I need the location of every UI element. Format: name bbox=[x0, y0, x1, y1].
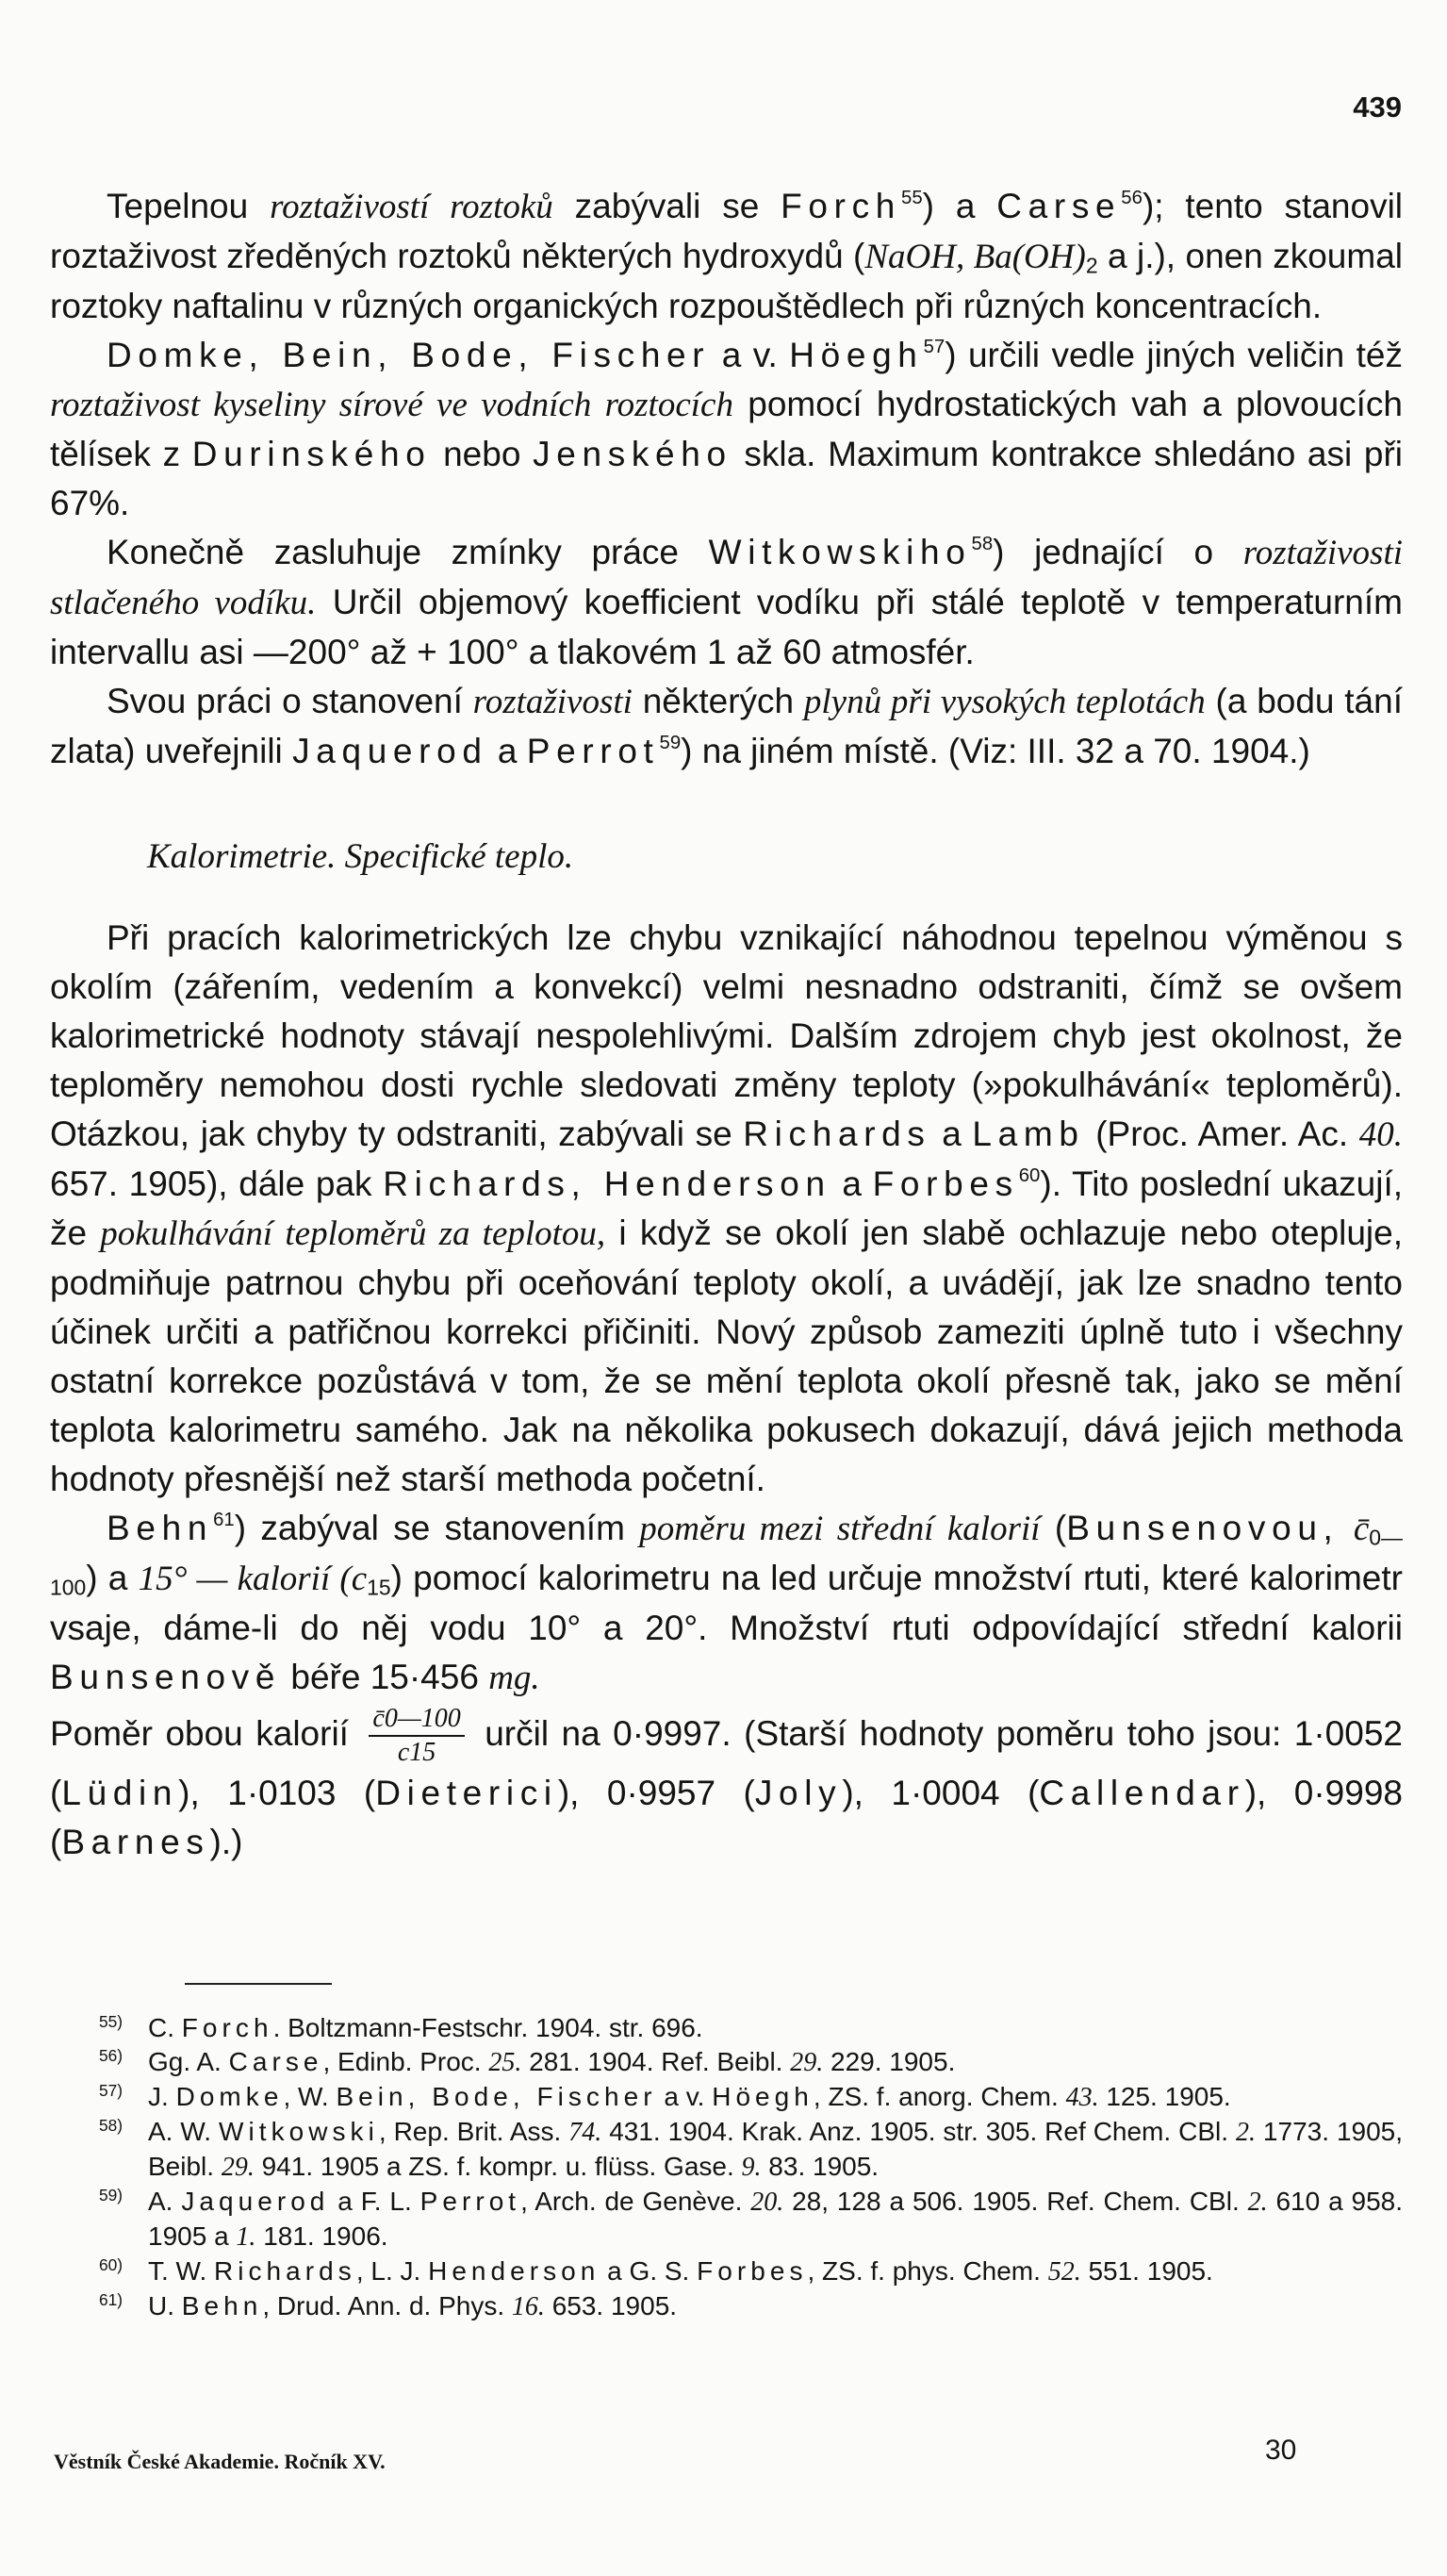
paragraph bbox=[50, 182, 1403, 331]
author-name: Forch bbox=[181, 2013, 273, 2042]
text-run: 610 a 958. 1905 a bbox=[148, 2187, 1404, 2251]
italic-term: poměru mezi střední kalorií bbox=[639, 1510, 1041, 1548]
text-run: ), 0·9957 ( bbox=[557, 1774, 755, 1812]
italic-term: 20. bbox=[750, 2188, 784, 2217]
text-run: a v. bbox=[710, 336, 790, 374]
footnote-ref: 58 bbox=[971, 533, 994, 554]
author-name: Lamb bbox=[972, 1115, 1085, 1153]
author-name: Richards bbox=[214, 2256, 356, 2286]
author-name: Behn bbox=[107, 1509, 214, 1547]
text-run: (a bodu tání zlata) uveřejnili bbox=[50, 682, 1403, 770]
text-run: , W. bbox=[283, 2082, 337, 2111]
signature-number: 30 bbox=[1265, 2435, 1297, 2466]
text-run: ) a bbox=[922, 187, 997, 225]
author-name: Domke bbox=[175, 2082, 284, 2111]
text-run: 941. 1905 a ZS. f. kompr. u. flüss. Gase. bbox=[254, 2152, 742, 2181]
text-run: Tepelnou bbox=[107, 187, 271, 225]
text-run: skla. Maximum kontrakce shledáno asi při 67%. bbox=[50, 435, 1403, 522]
footnote: 56) Gg. A. Carse, Edinb. Proc. 25. 281. 1904. Ref. Beibl. 29. 229. 1905. bbox=[99, 2046, 956, 2077]
text-run: 657. 1905), dále pak bbox=[50, 1164, 384, 1203]
italic-term: 16. bbox=[511, 2292, 545, 2321]
author-name: Bein, Bode, Fischer bbox=[336, 2082, 657, 2111]
text-run: , Edinb. Proc. bbox=[322, 2047, 489, 2076]
text-run: ); tento stanovil roztaživost zředěných roztoků některých hydroxydů ( bbox=[50, 187, 1404, 275]
paragraph bbox=[50, 677, 1403, 776]
text-run: J. bbox=[148, 2082, 176, 2111]
text-run: T. W. bbox=[148, 2256, 214, 2286]
text-run: 28, 128 a 506. 1905. Ref. Chem. CBl. bbox=[783, 2187, 1248, 2216]
italic-term: pokulhávání teploměrů za teplotou, bbox=[100, 1214, 606, 1253]
italic-term: mg. bbox=[488, 1659, 540, 1697]
text-run: a bbox=[487, 732, 527, 770]
section-heading: Kalorimetrie. Specifické teplo. bbox=[147, 837, 574, 876]
text-run: 83. 1905. bbox=[761, 2152, 880, 2181]
text-run: ), 1·0004 ( bbox=[842, 1774, 1040, 1812]
text-run: a bbox=[930, 1115, 973, 1153]
subscript: 2 bbox=[1085, 253, 1098, 278]
paragraph bbox=[50, 528, 1403, 677]
author-name: Richards, Henderson bbox=[383, 1164, 831, 1203]
author-name: Jaquerod bbox=[292, 732, 488, 770]
page-number: 439 bbox=[1353, 91, 1402, 124]
italic-term: 25. bbox=[488, 2048, 522, 2077]
paragraph bbox=[50, 331, 1403, 528]
text-run: 431. 1904. Krak. Anz. 1905. str. 305. Ref Chem. CBl. bbox=[601, 2117, 1236, 2146]
italic-term: roztaživostí roztoků bbox=[270, 188, 553, 226]
subscript: 15 bbox=[367, 1575, 391, 1600]
text-run: ) jednající o bbox=[993, 533, 1243, 571]
footnote: 58) A. W. Witkowski, Rep. Brit. Ass. 74. 431. 1904. Krak. Anz. 1905. str. 305. Ref Chem. CBl. 2. 1773. 1905, Beibl. 29. 941. 1905 a ZS. f. kompr. u. flüss. Gase. 9. 83. 1905. bbox=[99, 2116, 1404, 2182]
author-name: Witkowskiho bbox=[708, 533, 972, 571]
text-run: . Boltzmann-Festschr. 1904. str. 696. bbox=[272, 2013, 703, 2042]
text-run: ), 1·0103 ( bbox=[178, 1774, 376, 1812]
text-run: 181. 1906. bbox=[255, 2221, 388, 2251]
italic-term: 43. bbox=[1065, 2083, 1099, 2112]
text-run: , ZS. f. phys. Chem. bbox=[807, 2256, 1048, 2286]
author-name: Callendar bbox=[1039, 1774, 1245, 1812]
text-run: a F. L. bbox=[329, 2187, 420, 2216]
italic-term: 29. bbox=[790, 2048, 824, 2077]
italic-term: NaOH, Ba(OH) bbox=[864, 238, 1086, 276]
footnote-ref: 57 bbox=[923, 336, 945, 357]
fraction-denominator: c15 bbox=[397, 1738, 436, 1767]
journal-footer: Věstník České Akademie. Ročník XV. bbox=[54, 2450, 386, 2473]
author-name: Richards bbox=[743, 1115, 931, 1153]
footnote: 57) J. Domke, W. Bein, Bode, Fischer a v. Höegh, ZS. f. anorg. Chem. 43. 125. 1905. bbox=[99, 2081, 1231, 2112]
text-run: , Rep. Brit. Ass. bbox=[378, 2117, 569, 2146]
author-name: Perrot bbox=[419, 2187, 521, 2216]
text-run: Svou práci o stanovení bbox=[107, 682, 473, 720]
text-run: 551. 1905. bbox=[1080, 2256, 1213, 2286]
footnotes bbox=[50, 2011, 1403, 2324]
italic-term: roztaživosti bbox=[472, 683, 633, 721]
paragraph bbox=[50, 1504, 1403, 1703]
italic-term: 74. bbox=[568, 2118, 602, 2147]
text-run: i když se okolí jen slabě ochlazuje nebo otepluje, podmiňuje patrnou chybu při oceňování teploty okolí, a uvádějí, jak lze snadno tento účinek určiti a patřičnou korrekci přičiniti. Nový způsob zameziti úplně tuto i všechny ostatní korrekce pozůstává v tom, že se mění teplota okolí přesně tak, jako se mění teplota kalorimetru samého. Jak na několika pokusech dokazují, dává jejich methoda hodnoty přesnější než starší methoda početní. bbox=[50, 1214, 1403, 1498]
text-run: ) a bbox=[86, 1559, 139, 1597]
author-name: Bunsenovou, bbox=[1066, 1509, 1340, 1547]
italic-term: 2. bbox=[1235, 2118, 1256, 2147]
text-run: určil na 0·9997. (Starší hodnoty poměru toho jsou: 1·0052 ( bbox=[50, 1713, 1403, 1812]
author-name: Jaquerod bbox=[181, 2187, 330, 2216]
text-run: A. W. bbox=[148, 2117, 220, 2146]
text-run: Při pracích kalorimetrických lze chybu vznikající náhodnou tepelnou výměnou s okolím (zářením, vedením a konvekcí) velmi nesnadno odstraniti, čímž se ovšem kalorimetrické hodnoty stávají nespolehlivými. Dalším zdrojem chyb jest okolnost, že teploměry nemohou dosti rychle sledovati změny teploty (»pokulhávání« teploměrů). Otázkou, jak chyby ty odstraniti, zabývali se bbox=[50, 918, 1403, 1153]
text-run: 229. 1905. bbox=[823, 2047, 956, 2076]
author-name: Forbes bbox=[697, 2256, 808, 2286]
text-run: , Arch. de Genève. bbox=[520, 2187, 751, 2216]
text-run bbox=[1340, 1509, 1354, 1547]
italic-term: 15° — kalorií (c bbox=[138, 1560, 368, 1598]
footnote-ref: 55 bbox=[901, 187, 923, 208]
author-name: Bunsenově bbox=[50, 1658, 282, 1696]
text-run: Určil objemový koefficient vodíku při stálé teplotě v temperaturním intervallu asi —200° až + 100° a tlakovém 1 až 60 atmosfér. bbox=[50, 583, 1403, 671]
author-name: Barnes bbox=[61, 1823, 210, 1861]
paragraph bbox=[50, 1703, 1403, 1867]
footnote: 55) C. Forch. Boltzmann-Festschr. 1904. str. 696. bbox=[99, 2012, 703, 2042]
footnote: 61) U. Behn, Drud. Ann. d. Phys. 16. 653. 1905. bbox=[99, 2290, 678, 2321]
text-run: Poměr obou kalorií bbox=[50, 1713, 362, 1753]
fraction-numerator: c̄0—100 bbox=[369, 1703, 464, 1737]
footnote: 60) T. W. Richards, L. J. Henderson a G. S. Forbes, ZS. f. phys. Chem. 52. 551. 1905. bbox=[99, 2255, 1213, 2287]
text-run: zabývali se bbox=[552, 187, 781, 225]
text-run: C. bbox=[148, 2013, 182, 2042]
italic-term: 40. bbox=[1358, 1115, 1404, 1154]
text-run: ) zabýval se stanovením bbox=[234, 1509, 640, 1547]
author-name: Domke, Bein, Bode, Fischer bbox=[107, 336, 711, 374]
author-name: Henderson bbox=[428, 2256, 600, 2286]
author-name: Carse bbox=[996, 187, 1122, 225]
text-run: , L. J. bbox=[355, 2256, 429, 2286]
italic-term: roztaživosti stlačeného vodíku. bbox=[50, 534, 1403, 622]
italic-term: 1. bbox=[236, 2222, 256, 2252]
text-run: , ZS. f. anorg. Chem. bbox=[813, 2082, 1066, 2111]
italic-term: 2. bbox=[1247, 2188, 1268, 2217]
italic-term: plynů při vysokých teplotách bbox=[803, 683, 1206, 721]
text-run: ), 0·9998 ( bbox=[50, 1774, 1403, 1861]
text-run: některých bbox=[632, 682, 804, 720]
author-name: Witkowski bbox=[219, 2117, 379, 2146]
text-run: ) na jiném místě. (Viz: III. 32 a 70. 1904.) bbox=[681, 732, 1310, 770]
text-run: 1773. 1905, Beibl. bbox=[148, 2117, 1404, 2181]
author-name: Forbes bbox=[872, 1164, 1019, 1203]
text-run: A. bbox=[148, 2187, 182, 2216]
text-run: a bbox=[830, 1164, 873, 1203]
text-run: 281. 1904. Ref. Beibl. bbox=[521, 2047, 791, 2076]
author-name: Carse bbox=[228, 2047, 323, 2076]
footnote-divider bbox=[185, 1983, 332, 1985]
italic-term: roztaživost kyseliny sírové ve vodních roztocích bbox=[50, 386, 733, 424]
author-name: Höegh bbox=[789, 336, 924, 374]
text-run: U. bbox=[148, 2291, 182, 2320]
author-name: Höegh bbox=[712, 2082, 814, 2111]
author-name: Joly bbox=[754, 1774, 843, 1812]
paragraph bbox=[50, 914, 1403, 1504]
text-run: ) určili vedle jiných veličin též bbox=[945, 336, 1403, 374]
text-run: pomocí hydrostatických vah a plovoucích tělísek z bbox=[50, 385, 1404, 473]
text-run: 653. 1905. bbox=[544, 2291, 678, 2320]
text-run: ) pomocí kalorimetru na led určuje množství rtuti, které kalorimetr vsaje, dáme-li do něj vodu 10° a 20°. Množství rtuti odpovídající střední kalorii bbox=[50, 1559, 1403, 1647]
text-run: ).) bbox=[209, 1823, 243, 1861]
author-name: Lüdin bbox=[61, 1774, 179, 1812]
text-run: 125. 1905. bbox=[1098, 2082, 1231, 2111]
italic-term: c̄ bbox=[1353, 1510, 1370, 1548]
text-run: nebo bbox=[431, 435, 534, 473]
text-run: Konečně zasluhuje zmínky práce bbox=[107, 533, 709, 571]
author-name: Forch bbox=[781, 187, 902, 225]
text-run: ). Tito poslední ukazují, že bbox=[50, 1164, 1404, 1252]
text-run: a G. S. bbox=[600, 2256, 698, 2286]
text-run: a v. bbox=[656, 2082, 713, 2111]
footnote: 59) A. Jaquerod a F. L. Perrot, Arch. de Genève. 20. 28, 128 a 506. 1905. Ref. Chem. CBl. 2. 610 a 958. 1905 a 1. 181. 1906. bbox=[99, 2186, 1404, 2252]
author-name: Durinského bbox=[191, 435, 432, 473]
italic-term: 52. bbox=[1047, 2257, 1081, 2287]
italic-term: 29. bbox=[221, 2153, 255, 2182]
footnote-ref: 60 bbox=[1018, 1164, 1041, 1186]
footnote-ref: 56 bbox=[1121, 187, 1143, 208]
subscript: 0—100 bbox=[50, 1525, 1403, 1600]
footnote-ref: 59 bbox=[659, 732, 682, 753]
author-name: Perrot bbox=[526, 732, 660, 770]
author-name: Behn bbox=[181, 2291, 263, 2320]
text-run: (Proc. Amer. Ac. bbox=[1084, 1115, 1359, 1153]
text-run: , Drud. Ann. d. Phys. bbox=[262, 2291, 512, 2320]
text-run: Gg. A. bbox=[148, 2047, 229, 2076]
text-run: béře 15·456 bbox=[281, 1658, 489, 1696]
body-text bbox=[50, 182, 1403, 1867]
footnote-ref: 61 bbox=[213, 1509, 235, 1530]
author-name: Jenského bbox=[533, 435, 732, 473]
fraction bbox=[369, 1703, 464, 1769]
text-run: ( bbox=[1040, 1509, 1067, 1547]
text-run: a j.), onen zkoumal roztoky naftalinu v různých organických rozpouštědlech při různých koncentracích. bbox=[50, 237, 1403, 325]
italic-term: 9. bbox=[741, 2153, 762, 2182]
author-name: Dieterici bbox=[375, 1774, 558, 1812]
